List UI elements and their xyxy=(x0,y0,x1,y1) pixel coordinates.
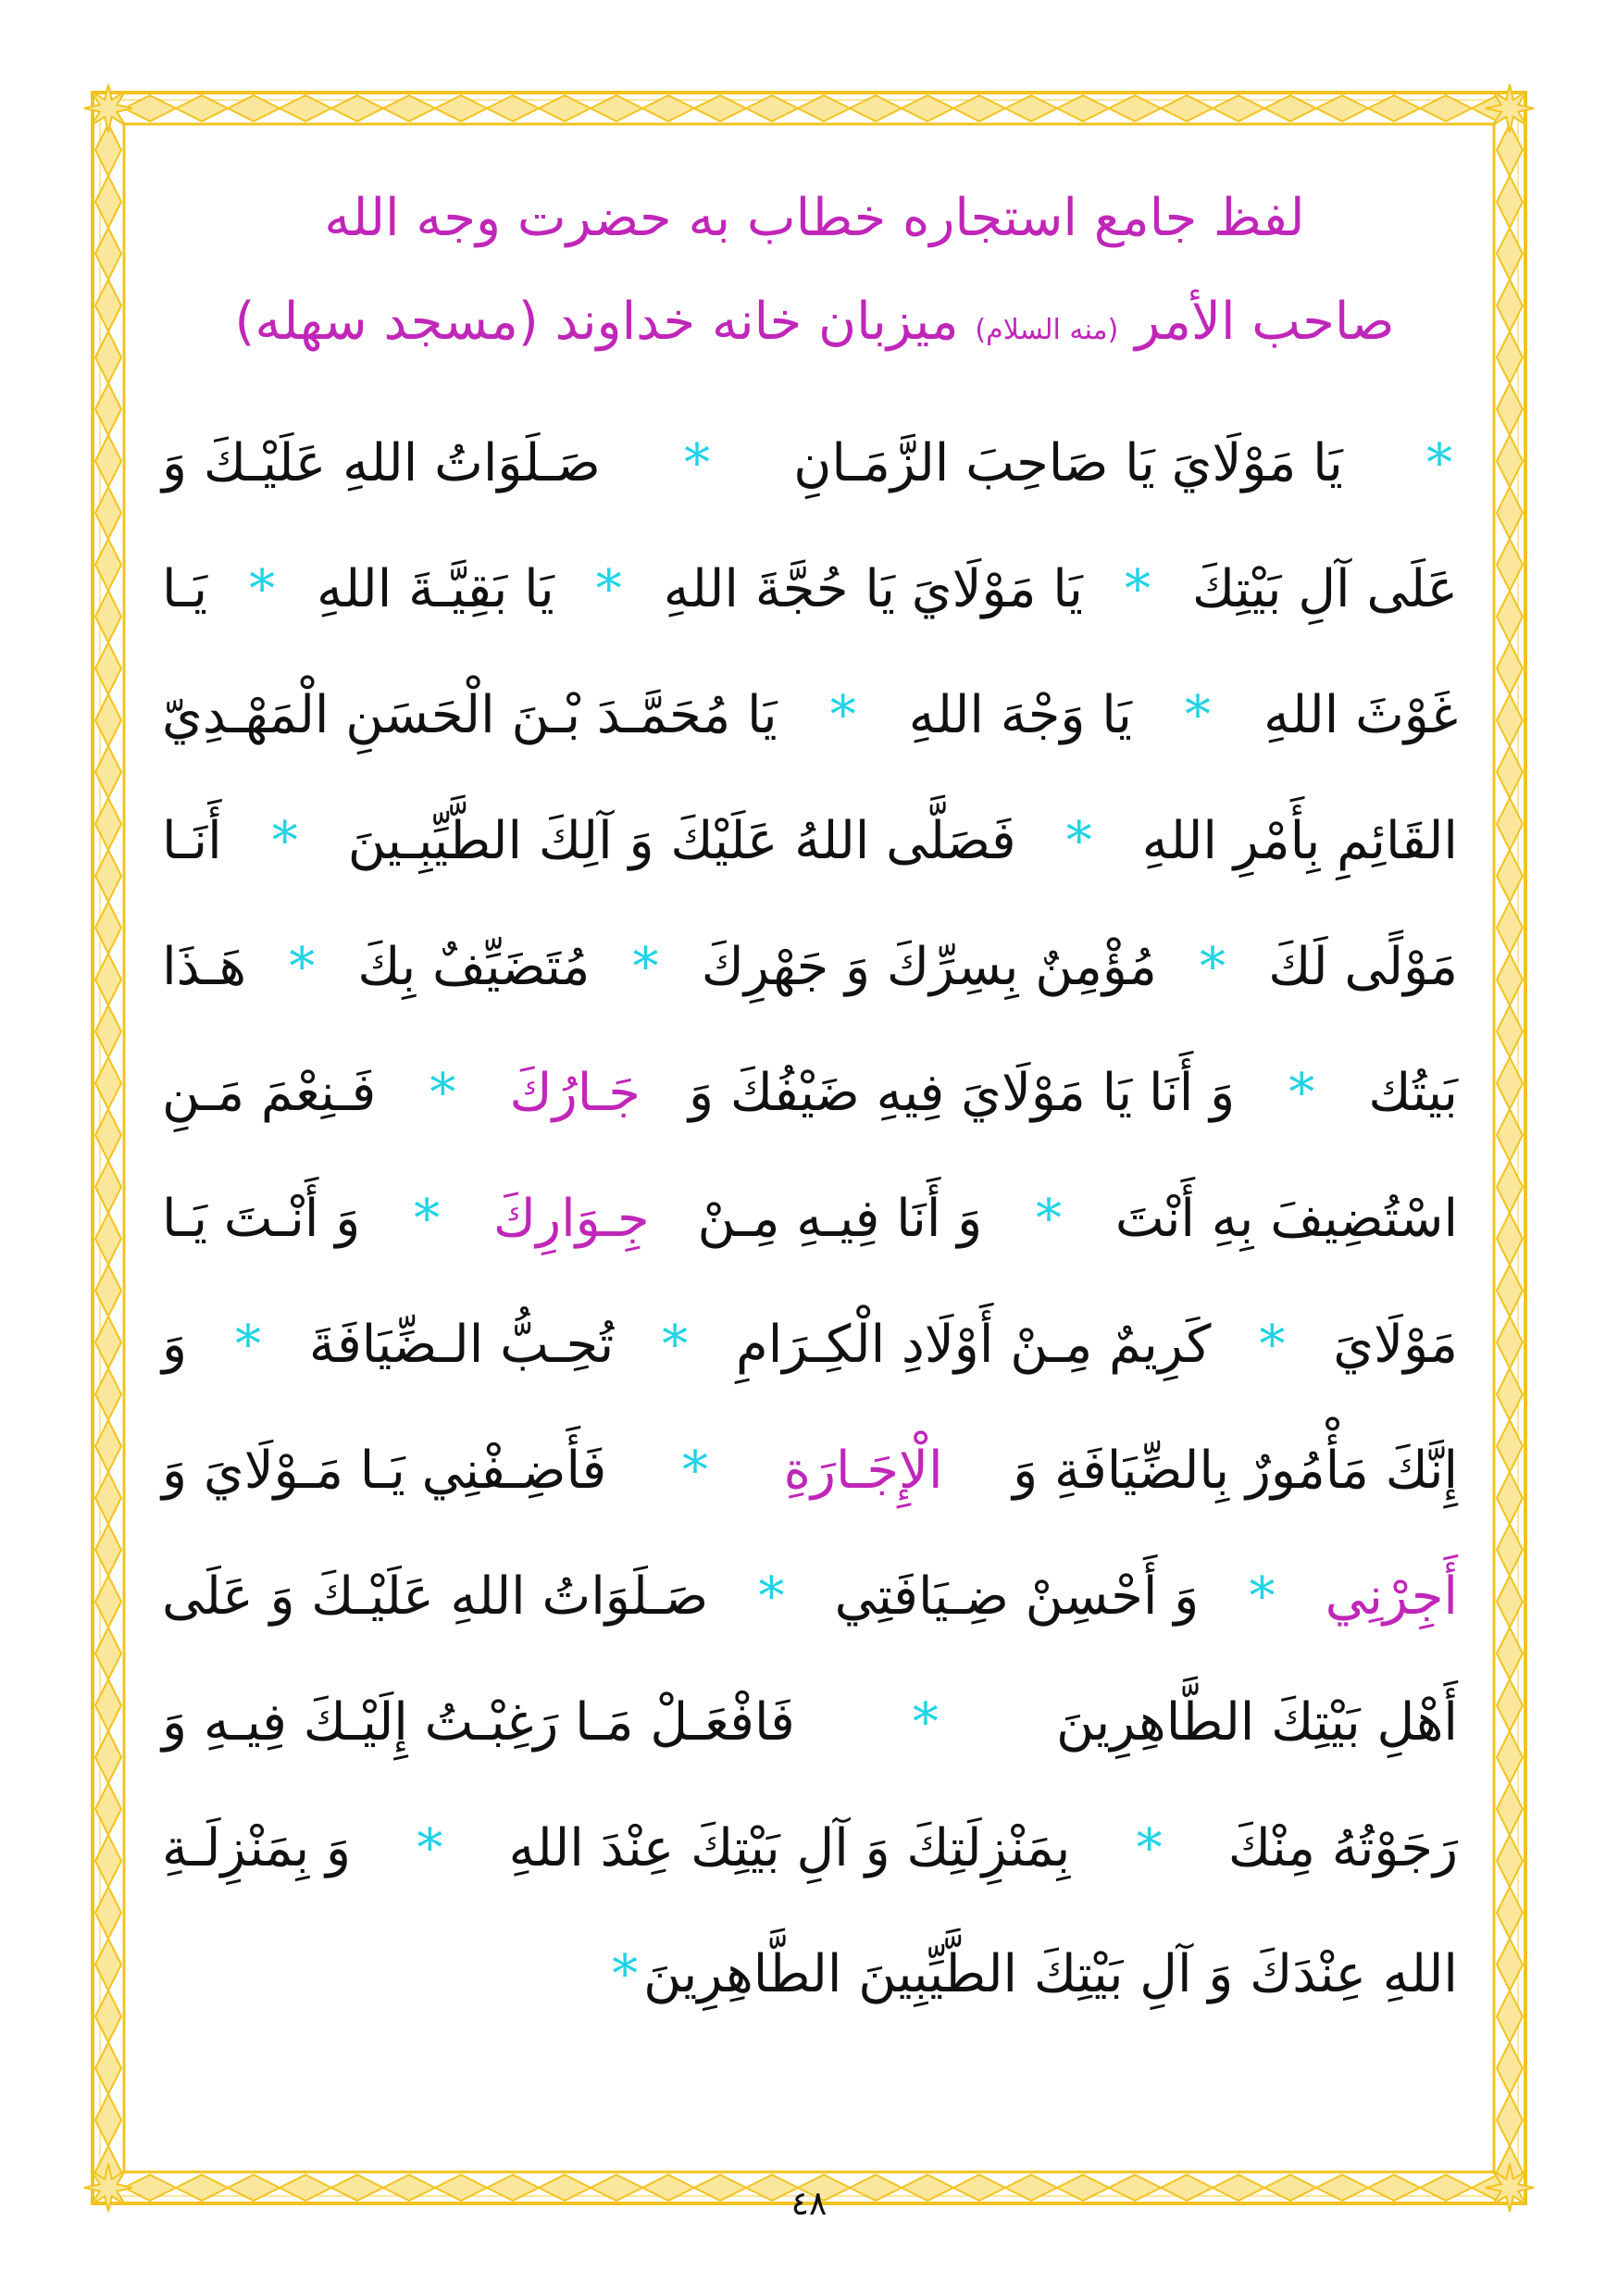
text-segment: تُحِـبُّ الـضِّيَافَةَ xyxy=(308,1314,615,1375)
text-segment: فَـنِعْمَ مَـنِ xyxy=(162,1062,377,1123)
text-line-6 xyxy=(162,1029,1458,1155)
star-separator: * xyxy=(1426,432,1452,493)
text-segment: مُؤْمِنٌ بِسِرِّكَ وَ جَهْرِكَ xyxy=(701,936,1157,997)
text-segment: بِمَنْزِلَتِكَ وَ آلِ بَيْتِكَ عِنْدَ اللهِ xyxy=(508,1817,1071,1878)
text-segment: وَ أَنَا يَا مَوْلَايَ فِيهِ ضَيْفُكَ وَ xyxy=(689,1062,1236,1123)
text-segment: أَنَـا xyxy=(162,810,222,871)
text-line-11 xyxy=(162,1659,1458,1785)
star-separator: * xyxy=(595,558,622,619)
text-segment: وَ بِمَنْزِلَـةِ xyxy=(162,1817,352,1878)
text-segment: وَ أَنَا فِيـهِ مِـنْ xyxy=(697,1188,983,1249)
text-segment: أَهْلِ بَيْتِكَ الطَّاهِرِينَ xyxy=(1056,1691,1458,1753)
text-segment: اللهِ عِنْدَكَ وَ آلِ بَيْتِكَ الطَّيِّبِينَ الطَّاهِرِينَ xyxy=(643,1943,1458,2004)
text-segment: فَأَضِـفْنِي يَـا مَـوْلَايَ وَ xyxy=(162,1440,607,1501)
star-separator: * xyxy=(1065,810,1092,871)
star-separator: * xyxy=(632,936,659,997)
star-separator: * xyxy=(758,1566,785,1627)
text-line-2 xyxy=(162,526,1458,652)
corner-star-ornament xyxy=(84,84,132,132)
text-line-4 xyxy=(162,778,1458,904)
star-separator: * xyxy=(1036,1188,1063,1249)
star-separator: * xyxy=(1124,558,1151,619)
star-separator: * xyxy=(1136,1817,1163,1878)
star-separator: * xyxy=(684,432,711,493)
star-separator: * xyxy=(414,1188,441,1249)
star-separator: * xyxy=(1185,684,1211,745)
star-separator: * xyxy=(829,684,856,745)
star-separator: * xyxy=(235,1314,261,1375)
text-segment: يَا مَوْلَايَ يَا حُجَّةَ اللهِ xyxy=(663,558,1083,619)
star-separator: * xyxy=(1249,1566,1276,1627)
text-segment: يَا بَقِيَّـةَ اللهِ xyxy=(317,558,554,619)
star-separator: * xyxy=(1200,936,1226,997)
page-number: ٤٨ xyxy=(790,2185,828,2223)
text-line-9 xyxy=(162,1407,1458,1533)
text-segment: غَوْثَ اللهِ xyxy=(1263,684,1458,745)
star-separator: * xyxy=(289,936,316,997)
text-line-12 xyxy=(162,1785,1458,1911)
text-line-5 xyxy=(162,904,1458,1029)
text-line-13 xyxy=(162,1911,1458,2037)
star-separator: * xyxy=(417,1817,443,1878)
text-segment: وَ أَنْـتَ يَـا xyxy=(162,1188,361,1249)
text-line-3 xyxy=(162,652,1458,778)
text-segment: القَائِمِ بِأَمْرِ اللهِ xyxy=(1141,810,1458,871)
text-segment: مُتَضَيِّفٌ بِكَ xyxy=(357,936,591,997)
text-segment: فَافْعَـلْ مَـا رَغِبْـتُ إِلَيْـكَ فِيـهِ وَ xyxy=(162,1691,795,1753)
highlighted-word: جَـارُكَ xyxy=(509,1062,641,1123)
text-segment: إِنَّكَ مَأْمُورٌ بِالضِّيَافَةِ وَ xyxy=(1013,1440,1458,1501)
text-line-1 xyxy=(162,400,1458,526)
text-segment: اسْتُضِيفَ بِهِ أَنْتَ xyxy=(1114,1188,1458,1249)
highlighted-word: أَجِرْنِي xyxy=(1325,1566,1458,1627)
corner-star-ornament xyxy=(84,2164,132,2212)
text-segment: فَصَلَّى اللهُ عَلَيْكَ وَ آلِكَ الطَّيِّبِـينَ xyxy=(347,810,1016,871)
text-segment: يَـا xyxy=(162,558,208,619)
text-line-7 xyxy=(162,1155,1458,1281)
star-separator: * xyxy=(681,1440,708,1501)
subtitle-honorific: (منه السلام) xyxy=(975,314,1119,346)
highlighted-word: الْإِجَـارَةِ xyxy=(783,1440,943,1501)
subtitle-main: صاحب الأمر xyxy=(1135,292,1395,352)
text-segment: يَا مُحَمَّـدَ بْـنَ الْحَسَنِ الْمَهْـدِيّ xyxy=(162,684,778,745)
text-segment: عَلَى آلِ بَيْتِكَ xyxy=(1191,558,1458,619)
text-segment: صَـلَوَاتُ اللهِ عَلَيْـكَ وَ xyxy=(162,432,601,493)
text-segment: مَوْلًى لَكَ xyxy=(1268,936,1458,997)
text-segment: رَجَوْتُهُ مِنْكَ xyxy=(1227,1817,1458,1878)
supplication-text xyxy=(162,400,1458,2037)
text-segment: مَوْلَايَ xyxy=(1333,1314,1458,1375)
star-separator: * xyxy=(662,1314,689,1375)
star-separator: * xyxy=(249,558,276,619)
text-segment: وَ xyxy=(162,1314,188,1375)
text-segment: يَا مَوْلَايَ يَا صَاحِبَ الزَّمَـانِ xyxy=(793,432,1343,493)
corner-star-ornament xyxy=(1486,2164,1534,2212)
text-segment: بَيتُك xyxy=(1368,1062,1458,1123)
text-segment: وَ أَحْسِنْ ضِـيَافَتِي xyxy=(834,1566,1200,1627)
subtitle-rest: میزبان خانه خداوند (مسجد سهله) xyxy=(234,292,959,352)
highlighted-word: جِـوَارِكَ xyxy=(492,1188,650,1249)
text-segment: كَرِيمٌ مِـنْ أَوْلَادِ الْكِـرَامِ xyxy=(736,1314,1212,1375)
star-separator: * xyxy=(271,810,298,871)
text-line-10 xyxy=(162,1533,1458,1659)
page-subtitle xyxy=(185,289,1444,364)
star-separator: * xyxy=(1259,1314,1286,1375)
star-separator: * xyxy=(1288,1062,1315,1123)
text-segment: يَا وَجْهَ اللهِ xyxy=(908,684,1132,745)
text-segment: هَـذَا xyxy=(162,936,246,997)
corner-star-ornament xyxy=(1486,84,1534,132)
text-segment: صَـلَوَاتُ اللهِ عَلَيْـكَ وَ عَلَى xyxy=(162,1566,709,1627)
page-title: لفظ جامع استجاره خطاب به حضرت وجه الله xyxy=(324,188,1305,248)
star-separator: * xyxy=(912,1691,939,1753)
star-separator: * xyxy=(612,1943,639,2004)
star-separator: * xyxy=(429,1062,456,1123)
text-line-8 xyxy=(162,1281,1458,1407)
